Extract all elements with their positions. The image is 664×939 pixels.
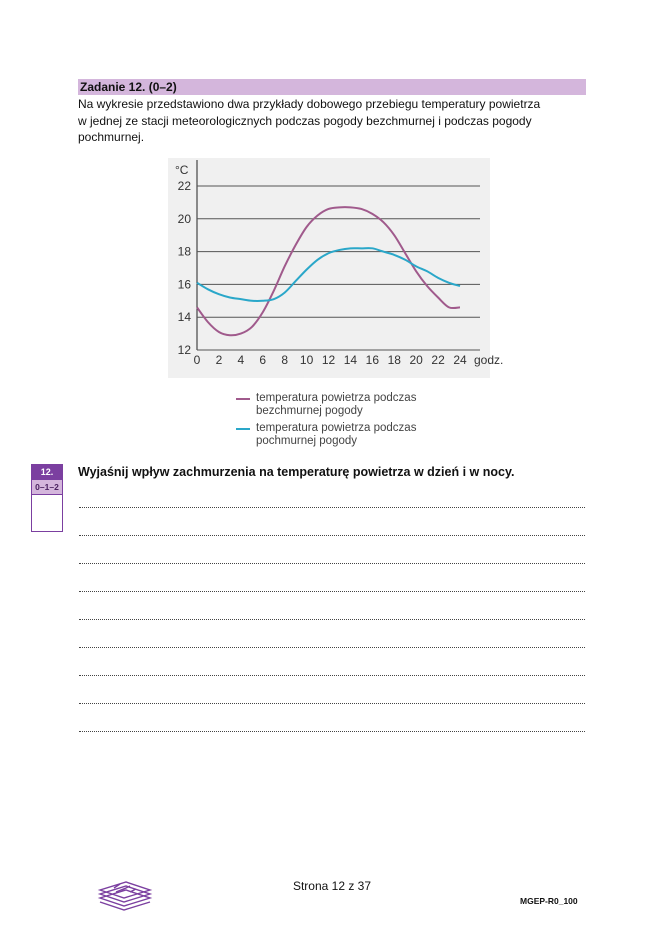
answer-line[interactable]	[79, 563, 585, 564]
y-tick-label: 14	[177, 310, 191, 325]
x-tick-label: 0	[193, 353, 201, 367]
document-code: MGEP-R0_100	[520, 896, 578, 906]
answer-line[interactable]	[79, 675, 585, 676]
y-tick-label: 12	[177, 343, 191, 357]
chart-svg	[168, 158, 504, 378]
answer-line[interactable]	[79, 507, 585, 508]
score-box	[31, 464, 63, 532]
legend-label: bezchmurnej pogody	[256, 405, 363, 417]
task-header: Zadanie 12. (0–2)	[78, 79, 586, 95]
task-number: 12.	[32, 465, 62, 480]
x-tick-label: 12	[321, 353, 336, 367]
x-tick-label: 2	[215, 353, 223, 367]
answer-line[interactable]	[79, 731, 585, 732]
x-tick-label: 24	[453, 353, 467, 367]
legend-swatch-cloudy	[236, 428, 250, 430]
legend-label: temperatura powietrza podczas	[256, 392, 417, 404]
y-tick-label: 20	[177, 211, 191, 226]
intro-line: Na wykresie przedstawiono dwa przykłady dobowego przebiegu temperatury powietrza	[78, 97, 541, 111]
answer-line[interactable]	[79, 703, 585, 704]
y-tick-label: 22	[177, 179, 191, 193]
chart-legend	[236, 392, 416, 452]
x-tick-label: 14	[343, 353, 358, 367]
y-tick-label: 18	[177, 244, 191, 259]
answer-line[interactable]	[79, 591, 585, 592]
intro-line: pochmurnej.	[78, 130, 145, 144]
legend-label: pochmurnej pogody	[256, 435, 358, 447]
x-tick-label: 4	[237, 353, 245, 367]
score-range: 0–1–2	[32, 480, 62, 495]
series-line-cloudy	[197, 248, 460, 301]
x-tick-label: 18	[387, 353, 401, 367]
temperature-chart	[168, 158, 504, 378]
x-tick-label: 10	[299, 353, 314, 367]
y-tick-label: 16	[177, 277, 191, 292]
x-tick-label: 22	[431, 353, 445, 367]
y-axis-label: °C	[175, 163, 189, 177]
intro-line: w jednej ze stacji meteorologicznych podczas pogody bezchmurnej i podczas pogody	[78, 113, 532, 128]
legend-item-cloudy	[236, 422, 416, 448]
answer-line[interactable]	[79, 619, 585, 620]
legend-swatch-clear	[236, 398, 250, 400]
answer-line[interactable]	[79, 535, 585, 536]
question-text: Wyjaśnij wpływ zachmurzenia na temperaturę powietrza w dzień i w nocy.	[78, 465, 515, 479]
series-line-clear-sky	[197, 207, 460, 335]
page-number: Strona 12 z 37	[292, 879, 372, 893]
legend-label: temperatura powietrza podczas	[256, 422, 417, 434]
x-tick-label: 6	[259, 353, 267, 367]
x-tick-label: 20	[409, 353, 423, 367]
legend-item-clear	[236, 392, 416, 418]
answer-line[interactable]	[79, 647, 585, 648]
x-tick-label: 8	[281, 353, 289, 367]
task-intro	[78, 96, 578, 146]
x-tick-label: 16	[365, 353, 380, 367]
x-axis-label: godz.	[474, 353, 504, 367]
